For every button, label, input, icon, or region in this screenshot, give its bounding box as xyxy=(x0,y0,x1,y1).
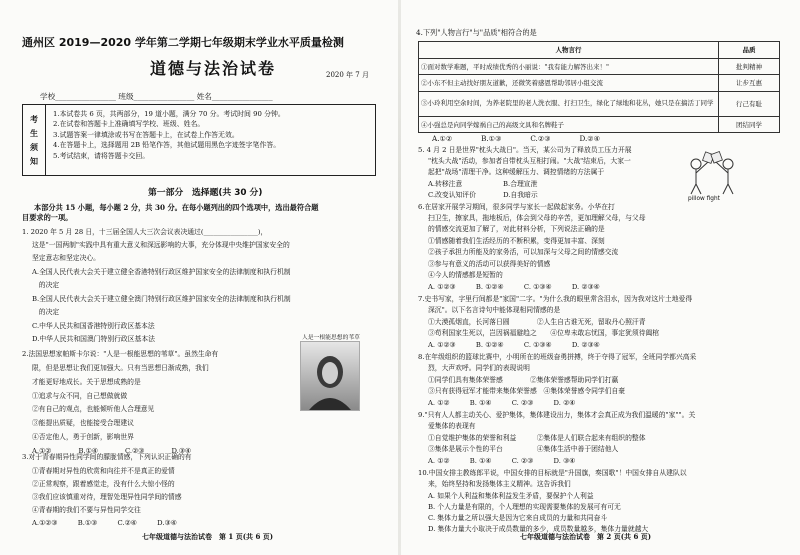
question-line: "枕头大战"活动，参加者自带枕头互相打闹。"大战"结束后，大家一 xyxy=(428,157,631,165)
subject-title: 道德与法治试卷 xyxy=(150,59,277,78)
question-line: ④今人的情感都是短暂的 xyxy=(428,271,503,279)
pascal-caption: 人是一根能思想的苇草 xyxy=(302,335,360,341)
part1-instructions: 本部分共 15 小题，每小题 2 分，共 30 分。在每小题列出的四个选项中，选出最符合题 xyxy=(34,203,319,212)
question-line: ③参与有意义的活动可以获得美好的情感 xyxy=(428,260,551,268)
notice-item: 3.试题答案一律填涂或书写在答题卡上，在试卷上作答无效。 xyxy=(53,130,239,139)
question-line: 这是"一国两制"实践中具有重大意义和深远影响的大事，充分体现中央维护国家安全的 xyxy=(32,241,290,249)
question-line: A. ①②③ B. ①②④ C. ①③④ D. ②③④ xyxy=(428,283,600,291)
question-line: ④否定他人，勇于创新，影响世界 xyxy=(32,433,134,441)
part1-instructions: 目要求的一项。 xyxy=(22,213,73,222)
question-line: 1. 2020 年 5 月 28 日，十三届全国人大三次会议表决通过(________________)， xyxy=(22,228,268,236)
question-line: 7.史书写家，字里行间都是"家国"二字。"为什么我的眼里常含泪水，因为我对这片土地爱得 xyxy=(418,295,693,303)
question-line: ①同学们具有集体荣誉感 ②集体荣誉感帮助同学们打赢 xyxy=(428,376,619,384)
question-line: A. 如果个人利益和集体利益发生矛盾，要保护个人利益 xyxy=(428,492,594,500)
question-line: 5. 4 月 2 日是世界"枕头大战日"。当天，某公司为了释放员工压力开展 xyxy=(418,146,632,154)
question-line: 3.对于青春期异性同学间的朦胧情感，下列认识正确的有 xyxy=(22,453,192,461)
question-line: ①自觉维护集体的荣誉和利益 ②集体是人们联合起来有组织的整体 xyxy=(428,434,646,442)
question-line: 来，始终坚持和发扬集体主义精神。这告诉我们 xyxy=(428,480,571,488)
question-line: B. 个人力量是有限的，个人理想的实现需要集体的发展可有可无 xyxy=(428,503,621,511)
question-line: 起把"战场"清理干净。这种缓解压力、调控情绪的方法属于 xyxy=(428,168,605,176)
question-line: 2.法国思想家帕斯卡尔说："人是一根能思想的苇草"。虽然生命有 xyxy=(22,350,219,358)
question-line: ③苟利国家生死以，岂因祸福避趋之 ④位卑未敢忘忧国，事定犹须待阖棺 xyxy=(428,329,660,337)
question-line: 8.在年级组织的篮球比赛中，小明所在的班级奋勇拼搏，终于夺得了冠军，全班同学都兴高采 xyxy=(418,353,697,361)
question-line: A. ①② B. ①④ C. ②③ D. ③④ xyxy=(428,457,576,465)
question-line: 扫卫生，擦家具，拖地板后，体会到父母的辛苦，更加理解父母，与父母 xyxy=(428,214,646,222)
table-row: ④小强总是向同学嫁祸自己的高级文具和名牌鞋子 团结同学 xyxy=(419,116,780,133)
table-row: ①面对数学难题，平时成绩优秀的小丽说："我有能力解答出来！" 批判精神 xyxy=(419,58,780,75)
right-page-footer: 七年级道德与法治试卷 第 2 页(共 6 页) xyxy=(520,532,652,541)
question-line: 9."只有人人都主动关心、爱护集体，集体建设出力，集体才会真正成为我们温暖的"家""。关 xyxy=(418,411,696,419)
table-row: ③小玲利用空余时间，为养老院里的老人洗衣服、打扫卫生，绿化了绿地和花丛，她只是在搞活丁同学 行己有耻 xyxy=(419,91,780,116)
notice-heading: 考 生 须 知 xyxy=(23,105,46,175)
question-line: ④青春期的我们不要与异性同学交往 xyxy=(32,506,141,514)
question-line: B.全国人民代表大会关于建立健全澳门特别行政区维护国家安全的法律制度和执行机制 xyxy=(32,295,291,303)
pascal-portrait-image xyxy=(300,341,360,411)
question-line: 坚定意志和坚定决心。 xyxy=(32,254,100,262)
question-line: ②有自己的观点，也能倾听他人合理意见 xyxy=(32,405,155,413)
pillow-fight-caption: pillow fight xyxy=(688,196,720,202)
question-line: C. 集体力量之所以强大是因为它来自成员的力量和共同奋斗 xyxy=(428,514,608,522)
question-line: ①追求与众不同，自己想做就做 xyxy=(32,392,128,400)
question-line: ③集体是展示个性的平台 ④集体生活中善于团结他人 xyxy=(428,445,619,453)
question-line: ③能提出质疑，也能接受合理建议 xyxy=(32,419,134,427)
notice-items xyxy=(53,109,285,161)
question-line: C.改变认知评价 D.自我暗示 xyxy=(428,191,538,199)
pillow-fight-image xyxy=(678,150,746,196)
notice-item: 2.在试卷和答题卡上准确填写学校、班级、姓名。 xyxy=(53,120,205,129)
exam-date: 2020 年 7 月 xyxy=(326,71,369,79)
question-line: D.中华人民共和国澳门特别行政区基本法 xyxy=(32,335,155,343)
table-row: ②小东不但主动找好朋友道歉，还微笑着感恩帮助邻居小组交流 让步互惠 xyxy=(419,75,780,92)
exam-title: 通州区 2019—2020 学年第二学期七年级期末学业水平质量检测 xyxy=(22,36,344,49)
candidate-notice-box xyxy=(22,104,376,176)
table-header-row xyxy=(419,42,780,59)
question-line: D. 集体力量大小取决于成员数量的多少，成员数量越多，集体力量就越大 xyxy=(428,525,649,533)
question-line: A.①② B.①④ C.②③ D.③④ xyxy=(32,447,192,455)
question-line: C.中华人民共和国香港特别行政区基本法 xyxy=(32,322,155,330)
question-line: 的情感交流更加了解了，对此材料分析，下列说法正确的是 xyxy=(428,225,605,233)
question-line: 爱集体的表现有 xyxy=(428,422,476,430)
question-line: 才能更好地成长。关于思想成熟的是 xyxy=(32,378,141,386)
question-line: ③我们应该慎重对待，理智处理异性同学间的情感 xyxy=(32,493,182,501)
q4-options: A.①② B.①③ C.②③ D.②④ xyxy=(432,134,601,143)
question-line: ①青春期对异性的欣赏和向往并不是真正的爱情 xyxy=(32,467,175,475)
question-line: A.全国人民代表大会关于建立健全香港特别行政区维护国家安全的法律制度和执行机制 xyxy=(32,268,291,276)
question-line: 烈，大声欢呼。同学们的表现说明 xyxy=(428,364,530,372)
question-line: 深沉"。以下名言诗句中能体现相同情感的是 xyxy=(428,306,561,314)
question-line: ②孩子承担力所能及的家务活，可以加深与父母之间的情感交流 xyxy=(428,248,619,256)
question-line: 的决定 xyxy=(32,281,60,289)
question-line: 6.在居家开展学习期间，很多同学与家长一起做起家务。小华在打 xyxy=(418,203,615,211)
left-page-footer: 七年级道德与法治试卷 第 1 页(共 6 页) xyxy=(142,532,274,541)
student-info-line: 学校________________ 班级________________ 姓名________________ xyxy=(40,92,273,101)
question-line: A.转移注意 B.合理宣泄 xyxy=(428,180,538,188)
question-line: 10.中国女排主教练郎平说，中国女排的目标就是"升国旗，奏国歌"！中国女排自从建队以 xyxy=(418,469,687,477)
question-line: ②正常观察，跟着感觉走，没有什么大惊小怪的 xyxy=(32,480,175,488)
part1-title: 第一部分 选择题(共 30 分) xyxy=(148,188,263,198)
question-line: A. ①②③ B. ①②④ C. ①③④ D. ②③④ xyxy=(428,341,600,349)
question-line: 限，但是思想让我们更加强大。只有当思想日渐成熟，我们 xyxy=(32,364,209,372)
question-line: ①大漠孤烟直，长河落日圆 ②人生自古谁无死，留取丹心照汗青 xyxy=(428,318,646,326)
notice-item: 1.本试卷共 6 页，共两部分，19 道小题，满分 70 分。考试时间 90 分钟。 xyxy=(53,110,285,118)
question-line: ③只有获得冠军才能带来集体荣誉感 ④集体荣誉感令同学们自豪 xyxy=(428,387,626,395)
notice-item: 5.考试结束，请将答题卡交回。 xyxy=(53,151,150,160)
question-line: A. ①② B. ①④ C. ②③ D. ②④ xyxy=(428,399,576,407)
q4-stem: 4.下列"人物言行"与"品质"相符合的是 xyxy=(416,28,537,37)
table-header-quality: 品质 xyxy=(719,42,780,59)
notice-item: 4.在答题卡上，选择题用 2B 铅笔作答，其他试题用黑色字迹签字笔作答。 xyxy=(53,141,281,150)
question-line: 的决定 xyxy=(32,308,60,316)
q4-table xyxy=(418,41,780,133)
table-header-person: 人物言行 xyxy=(419,42,719,59)
question-line: ①情感随着我们生活经历的不断积累，变得更加丰富、深刻 xyxy=(428,237,605,245)
question-line: A.①②③ B.①③ C.②④ D.③④ xyxy=(32,519,177,527)
